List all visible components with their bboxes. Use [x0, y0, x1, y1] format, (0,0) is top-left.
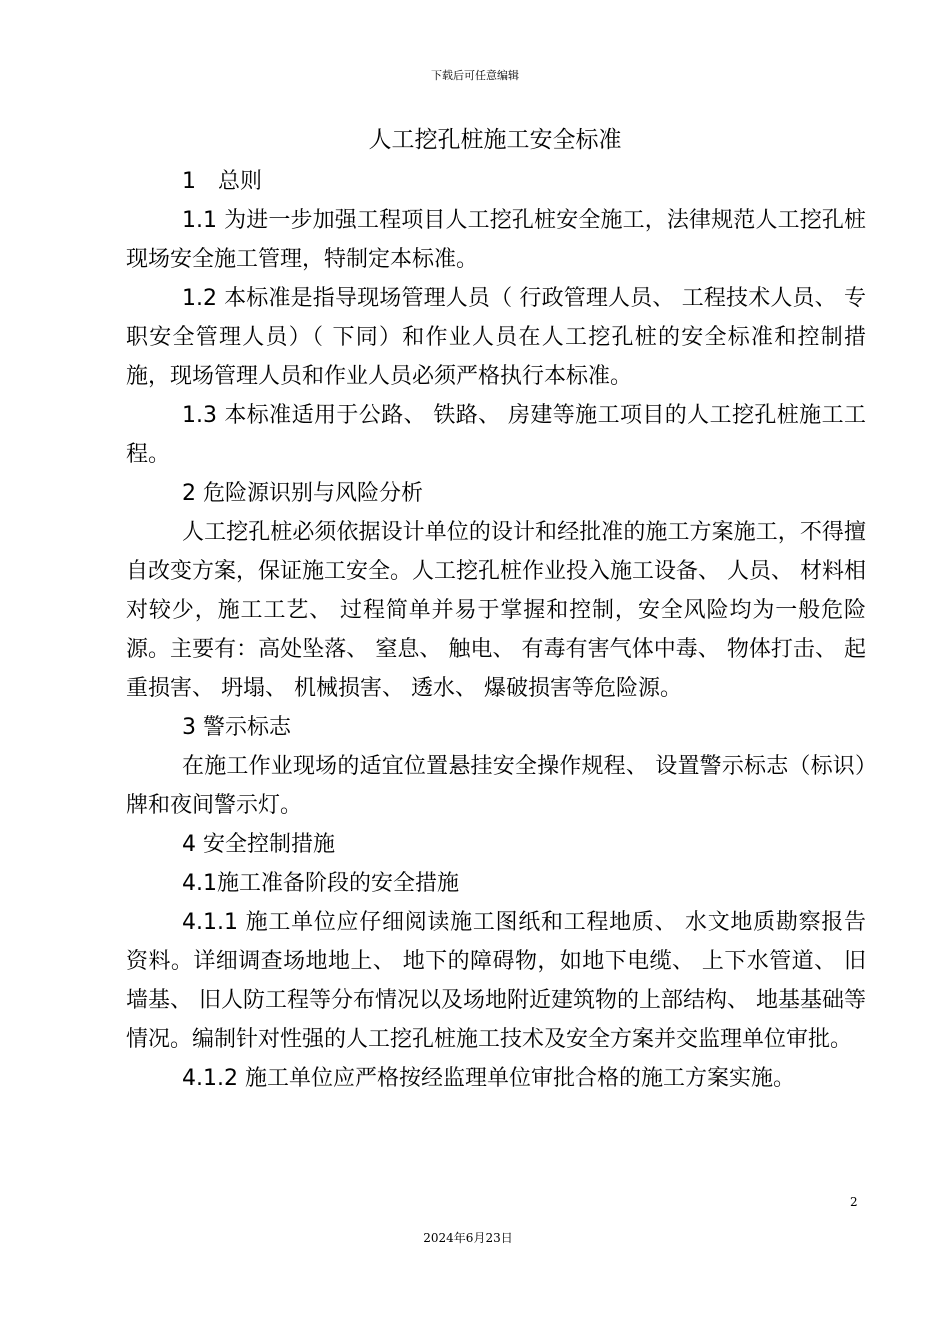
section-4-1-heading: 4.1施工准备阶段的安全措施 — [182, 871, 459, 896]
section-3-heading: 3 警示标志 — [182, 715, 291, 740]
page-number: 2 — [850, 1195, 858, 1209]
section-2-body: 人工挖孔桩必须依据设计单位的设计和经批准的施工方案施工，不得擅自改变方案，保证施工安全。人工挖孔桩作业投入施工设备、 人员、 材料相对较少，施工工艺、 过程简单并易于掌握和控制，安全风险均为一般危险源。主要有：高处坠落、 窒息、 触电、 有毒有害气体中毒、 物体打击、 起重损害、 坍塌、 机械损害、 透水、 爆破损害等危险源。 — [126, 520, 866, 701]
clause-1-3: 1.3 本标准适用于公路、 铁路、 房建等施工项目的人工挖孔桩施工工程。 — [126, 403, 866, 467]
document-title: 人工挖孔桩施工安全标准 — [368, 127, 622, 153]
page-footer-date: 2024年6月23日 — [423, 1231, 513, 1245]
document-body — [126, 162, 866, 1098]
clause-1-2: 1.2 本标准是指导现场管理人员（ 行政管理人员、 工程技术人员、 专职安全管理人员）（ 下同）和作业人员在人工挖孔桩的安全标准和控制措施，现场管理人员和作业人员必须严格执行本标准。 — [126, 286, 866, 389]
page-header-note: 下载后可任意编辑 — [431, 69, 519, 82]
section-2-heading: 2 危险源识别与风险分析 — [182, 481, 423, 506]
clause-1-1: 1.1 为进一步加强工程项目人工挖孔桩安全施工，法律规范人工挖孔桩现场安全施工管理，特制定本标准。 — [126, 208, 866, 272]
section-4-heading: 4 安全控制措施 — [182, 832, 335, 857]
section-3-body: 在施工作业现场的适宜位置悬挂安全操作规程、 设置警示标志（标识）牌和夜间警示灯。 — [126, 754, 866, 818]
clause-4-1-1: 4.1.1 施工单位应仔细阅读施工图纸和工程地质、 水文地质勘察报告资料。详细调查场地地上、 地下的障碍物，如地下电缆、 上下水管道、 旧墙基、 旧人防工程等分布情况以及场地附近建筑物的上部结构、 地基基础等情况。编制针对性强的人工挖孔桩施工技术及安全方案并交监理单位审批。 — [126, 910, 866, 1052]
clause-4-1-2: 4.1.2 施工单位应严格按经监理单位审批合格的施工方案实施。 — [182, 1066, 795, 1091]
section-1-heading: 1 总则 — [182, 169, 262, 194]
